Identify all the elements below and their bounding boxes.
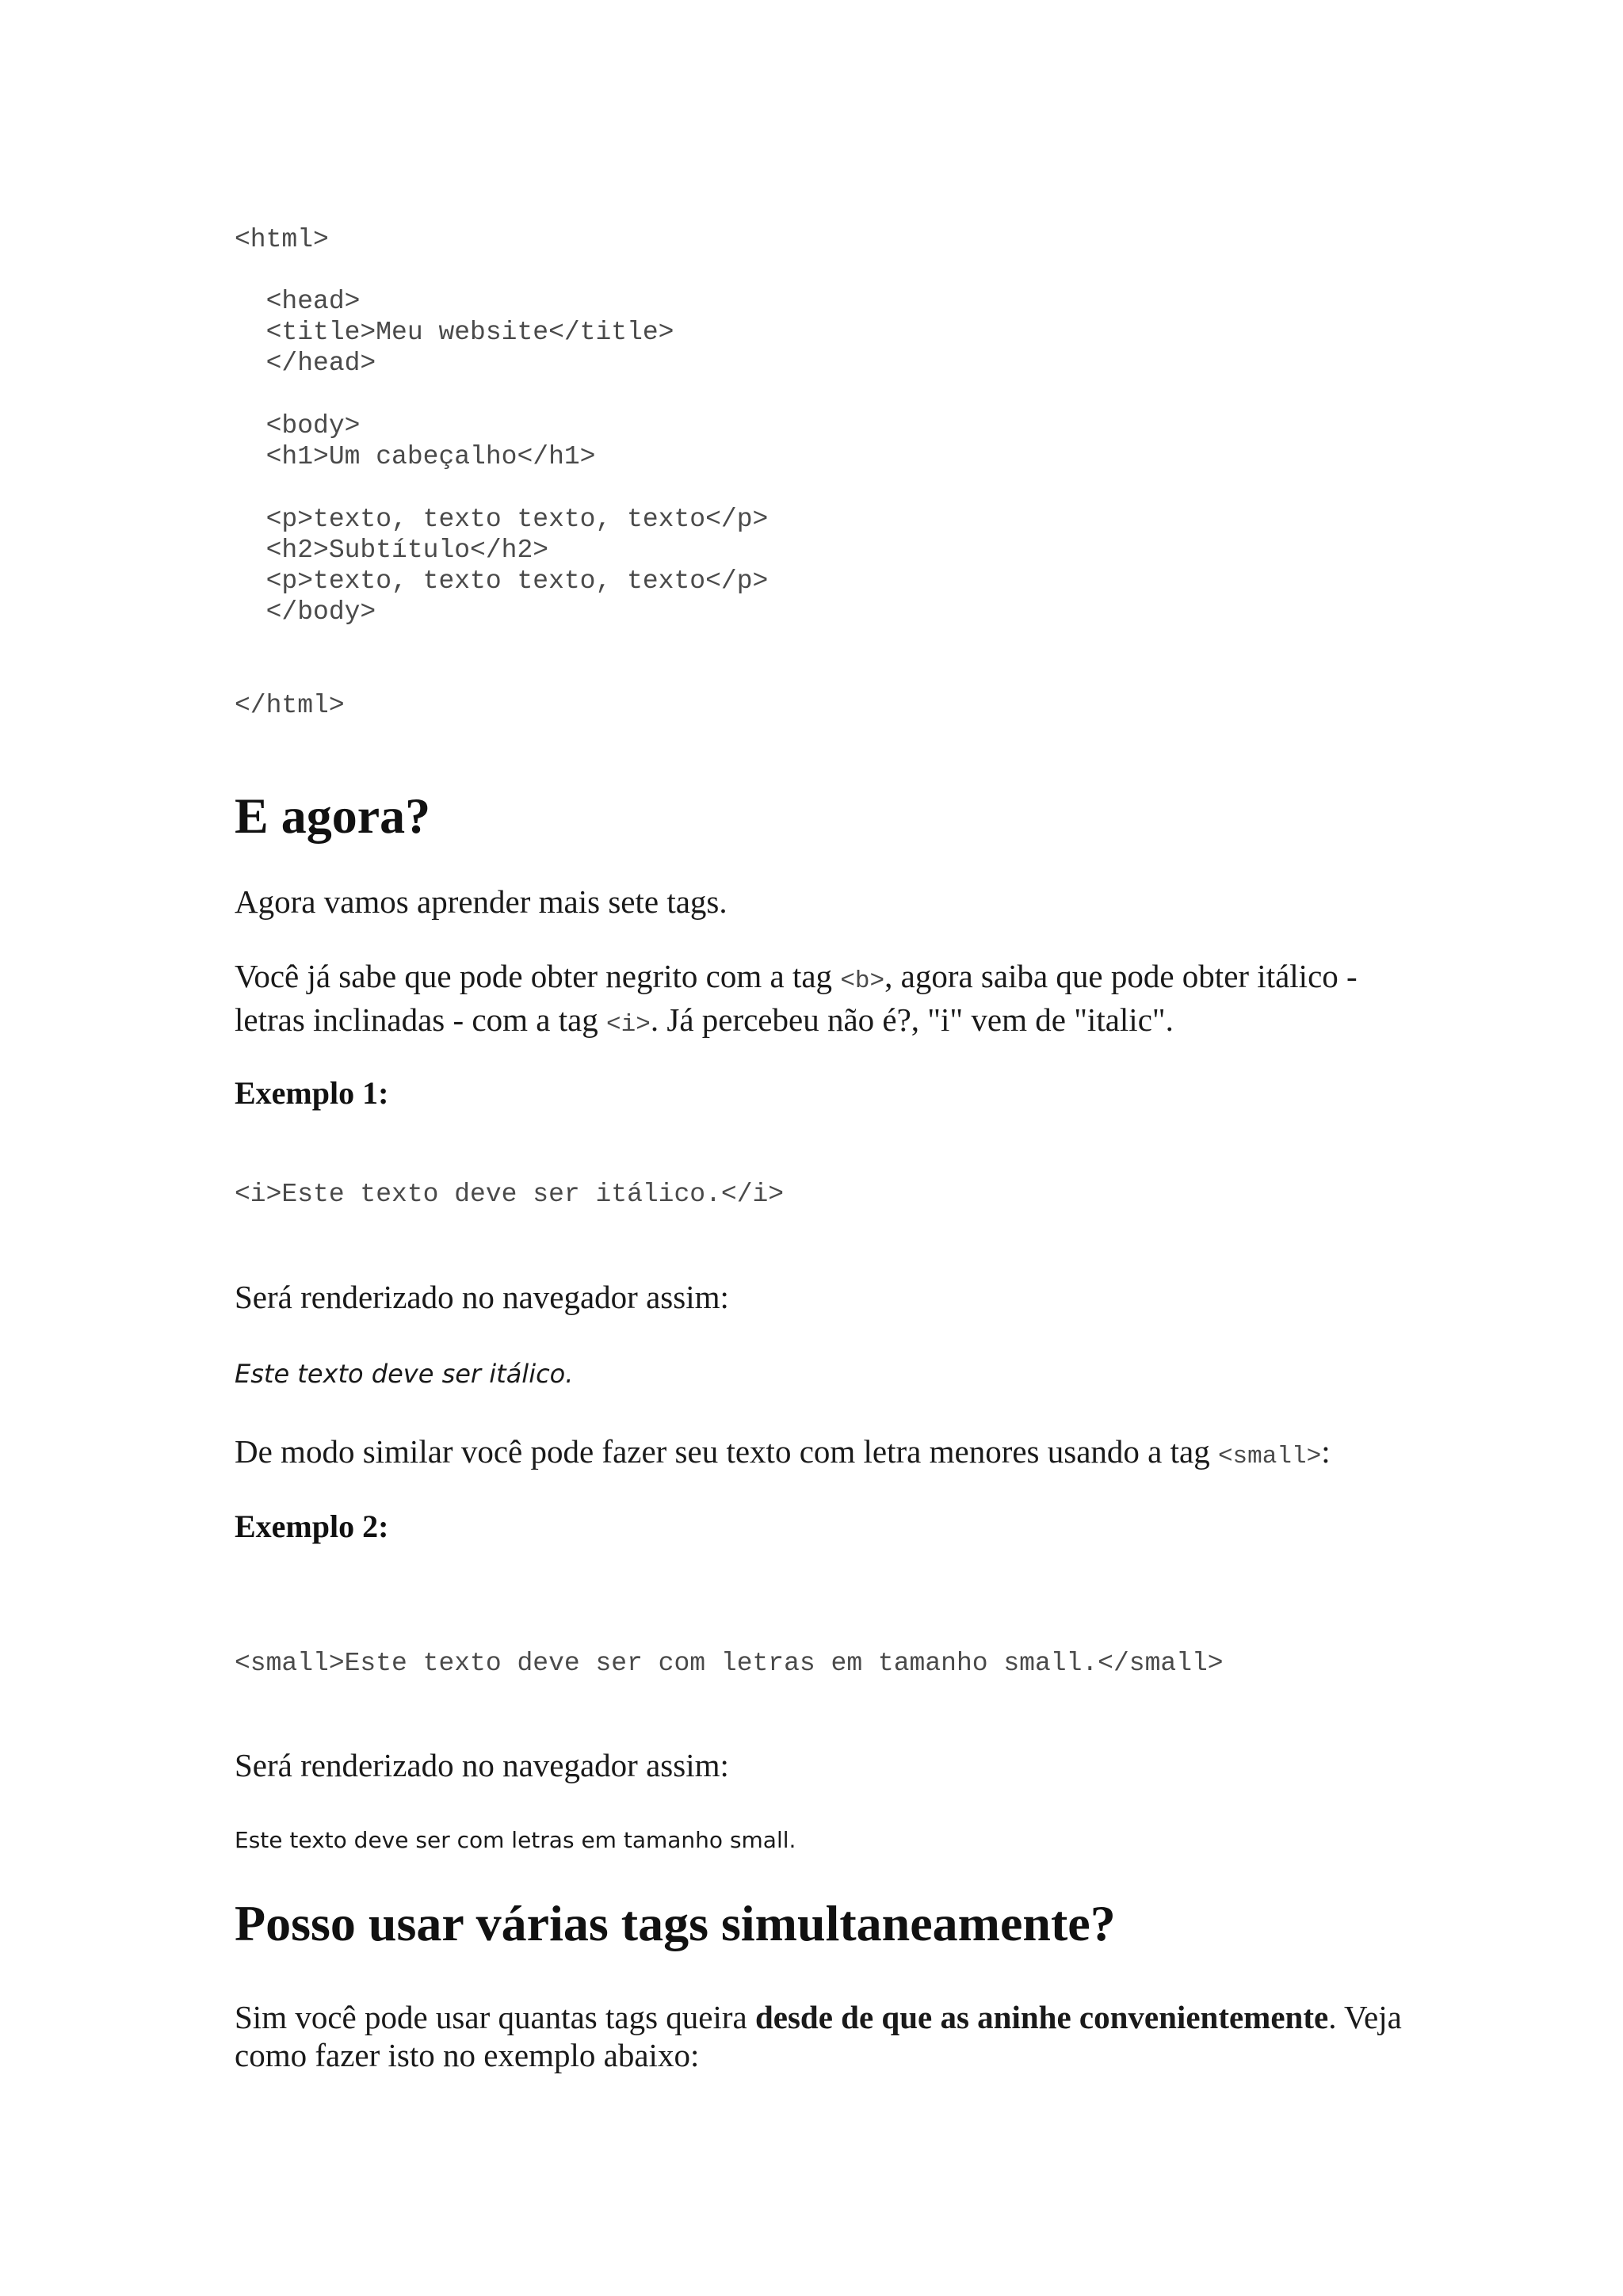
text-run: . Já percebeu não é?, "i" vem de "italic". [650,1001,1174,1038]
code-line: <body> [235,411,361,441]
inline-code: <i> [606,1011,651,1039]
inline-code: <b> [840,967,885,995]
code-line: </body> [235,597,376,627]
code-line: <html> [235,225,329,254]
text-run: , agora saiba que pode obter itálico - [884,958,1358,994]
text-run: letras inclinadas - com a tag [235,1001,607,1038]
code-line: <p>texto, texto texto, texto</p> [235,566,769,596]
code-line: <title>Meu website</title> [235,318,674,347]
code-line: <head> [235,287,361,316]
text-run: como fazer isto no exemplo abaixo: [235,2037,700,2073]
code-line: </head> [235,349,376,378]
example-label: Exemplo 2: [235,1508,389,1544]
code-line: <h2>Subtítulo</h2> [235,536,549,565]
code-line: </html> [235,691,345,720]
example-label: Exemplo 1: [235,1075,389,1111]
paragraph [235,1998,1423,2074]
text-run: . Veja [1328,1999,1402,2035]
paragraph [235,957,1423,1044]
example-code: <i>Este texto deve ser itálico.</i> [235,1180,785,1209]
paragraph [235,1432,1423,1476]
text-run: : [1321,1433,1331,1470]
paragraph: Agora vamos aprender mais sete tags. [235,883,727,920]
paragraph: Será renderizado no navegador assim: [235,1279,729,1315]
rendered-example: Este texto deve ser com letras em tamanho small. [235,1827,796,1853]
inline-code: <small> [1217,1443,1322,1470]
text-run: Você já sabe que pode obter negrito com a tag [235,958,841,994]
bold-text: desde de que as aninhe convenientemente [754,1999,1329,2035]
rendered-example: Este texto deve ser itálico. [235,1359,574,1389]
code-line: <h1>Um cabeçalho</h1> [235,442,596,471]
text-run: De modo similar você pode fazer seu texto com letra menores usando a tag [235,1433,1218,1470]
code-line: <p>texto, texto texto, texto</p> [235,505,769,534]
section-heading: Posso usar várias tags simultaneamente? [235,1895,1116,1951]
text-run: Sim você pode usar quantas tags queira [235,1999,755,2035]
section-heading: E agora? [235,788,431,844]
example-code: <small>Este texto deve ser com letras em tamanho small.</small> [235,1649,1224,1678]
paragraph: Será renderizado no navegador assim: [235,1747,729,1783]
